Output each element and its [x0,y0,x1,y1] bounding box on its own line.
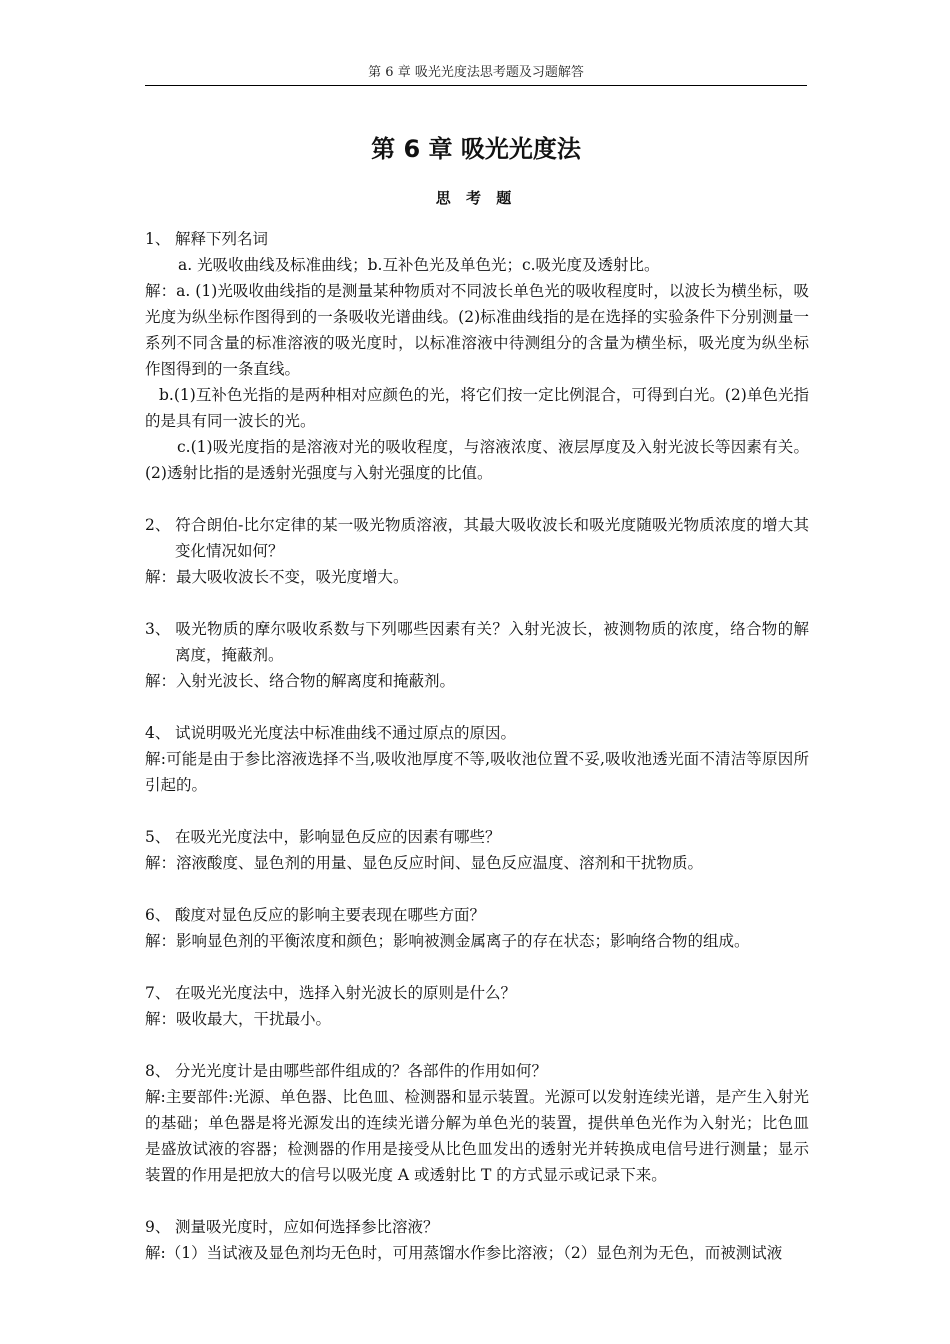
question-number: 5、 [145,828,171,846]
answer-5: 解：溶液酸度、显色剂的用量、显色反应时间、显色反应温度、溶剂和干扰物质。 [145,854,704,872]
spacer [145,954,809,980]
question-number: 7、 [145,984,171,1002]
question-text: 酸度对显色反应的影响主要表现在哪些方面？ [175,906,486,924]
question-text: 解释下列名词 [175,230,269,248]
spacer [145,486,809,512]
spacer [145,694,809,720]
answer-3: 解：入射光波长、络合物的解离度和掩蔽剂。 [145,672,456,690]
question-number: 8、 [145,1062,171,1080]
answer-1b: b.(1)互补色光指的是两种相对应颜色的光，将它们按一定比例混合，可得到白光。(2)单色光指的是具有同一波长的光。 [145,386,809,430]
question-8 [145,1058,809,1084]
answer-9: 解:（1）当试液及显色剂均无色时，可用蒸馏水作参比溶液；（2）显色剂为无色，而被测试液 [145,1244,783,1262]
answer-7: 解：吸收最大，干扰最小。 [145,1010,332,1028]
header-rule [145,85,807,86]
question-number: 2、 [145,516,171,534]
question-text: 在吸光光度法中，选择入射光波长的原则是什么？ [175,984,517,1002]
section-title: 思 考 题 [435,189,517,207]
question-list [145,226,809,1266]
answer-8: 解:主要部件:光源、单色器、比色皿、检测器和显示装置。光源可以发射连续光谱，是产生入射光的基础；单色器是将光源发出的连续光谱分解为单色光的装置，提供单色光作为入射光；比色皿是盛放试液的容器；检测器的作用是接受从比色皿发出的透射光并转换成电信号进行测量；显示装置的作用是把放大的信号以吸光度 A 或透射比 T 的方式显示或记录下来。 [145,1088,809,1184]
question-text: 符合朗伯-比尔定律的某一吸光物质溶液，其最大吸收波长和吸光度随吸光物质浓度的增大其变化情况如何？ [175,516,809,560]
question-9 [145,1214,809,1240]
question-6 [145,902,809,928]
question-7 [145,980,809,1006]
spacer [145,590,809,616]
answer-1c: c.(1)吸光度指的是溶液对光的吸收程度，与溶液浓度、液层厚度及入射光波长等因素有关。(2)透射比指的是透射光强度与入射光强度的比值。 [145,438,809,482]
answer-4: 解:可能是由于参比溶液选择不当,吸收池厚度不等,吸收池位置不妥,吸收池透光面不清洁等原因所引起的。 [145,750,809,794]
question-text: 分光光度计是由哪些部件组成的？各部件的作用如何？ [175,1062,548,1080]
answer-2: 解：最大吸收波长不变，吸光度增大。 [145,568,409,586]
question-1 [145,226,809,252]
question-text: 测量吸光度时，应如何选择参比溶液？ [175,1218,439,1236]
question-2 [145,512,809,564]
answer-1a: 解：a. (1)光吸收曲线指的是测量某种物质对不同波长单色光的吸收程度时，以波长为横坐标，吸光度为纵坐标作图得到的一条吸收光谱曲线。(2)标准曲线指的是在选择的实验条件下分别测量一系列不同含量的标准溶液的吸光度时，以标准溶液中待测组分的含量为横坐标，吸光度为纵坐标作图得到的一条直线。 [145,282,809,378]
question-number: 4、 [145,724,171,742]
question-number: 9、 [145,1218,171,1236]
question-number: 6、 [145,906,171,924]
spacer [145,876,809,902]
question-5 [145,824,809,850]
answer-6: 解：影响显色剂的平衡浓度和颜色；影响被测金属离子的存在状态；影响络合物的组成。 [145,932,750,950]
question-4 [145,720,809,746]
spacer [145,798,809,824]
question-1-subitems: a. 光吸收曲线及标准曲线；b.互补色光及单色光；c.吸光度及透射比。 [178,256,660,274]
running-header: 第 6 章 吸光光度法思考题及习题解答 [368,65,584,80]
question-text: 试说明吸光光度法中标准曲线不通过原点的原因。 [175,724,517,742]
question-3 [145,616,809,668]
question-text: 在吸光光度法中，影响显色反应的因素有哪些？ [175,828,501,846]
spacer [145,1188,809,1214]
question-number: 3、 [145,620,171,638]
question-number: 1、 [145,230,171,248]
chapter-title: 第 6 章 吸光光度法 [371,135,581,163]
question-text: 吸光物质的摩尔吸收系数与下列哪些因素有关？入射光波长，被测物质的浓度，络合物的解离度，掩蔽剂。 [175,620,809,664]
spacer [145,1032,809,1058]
